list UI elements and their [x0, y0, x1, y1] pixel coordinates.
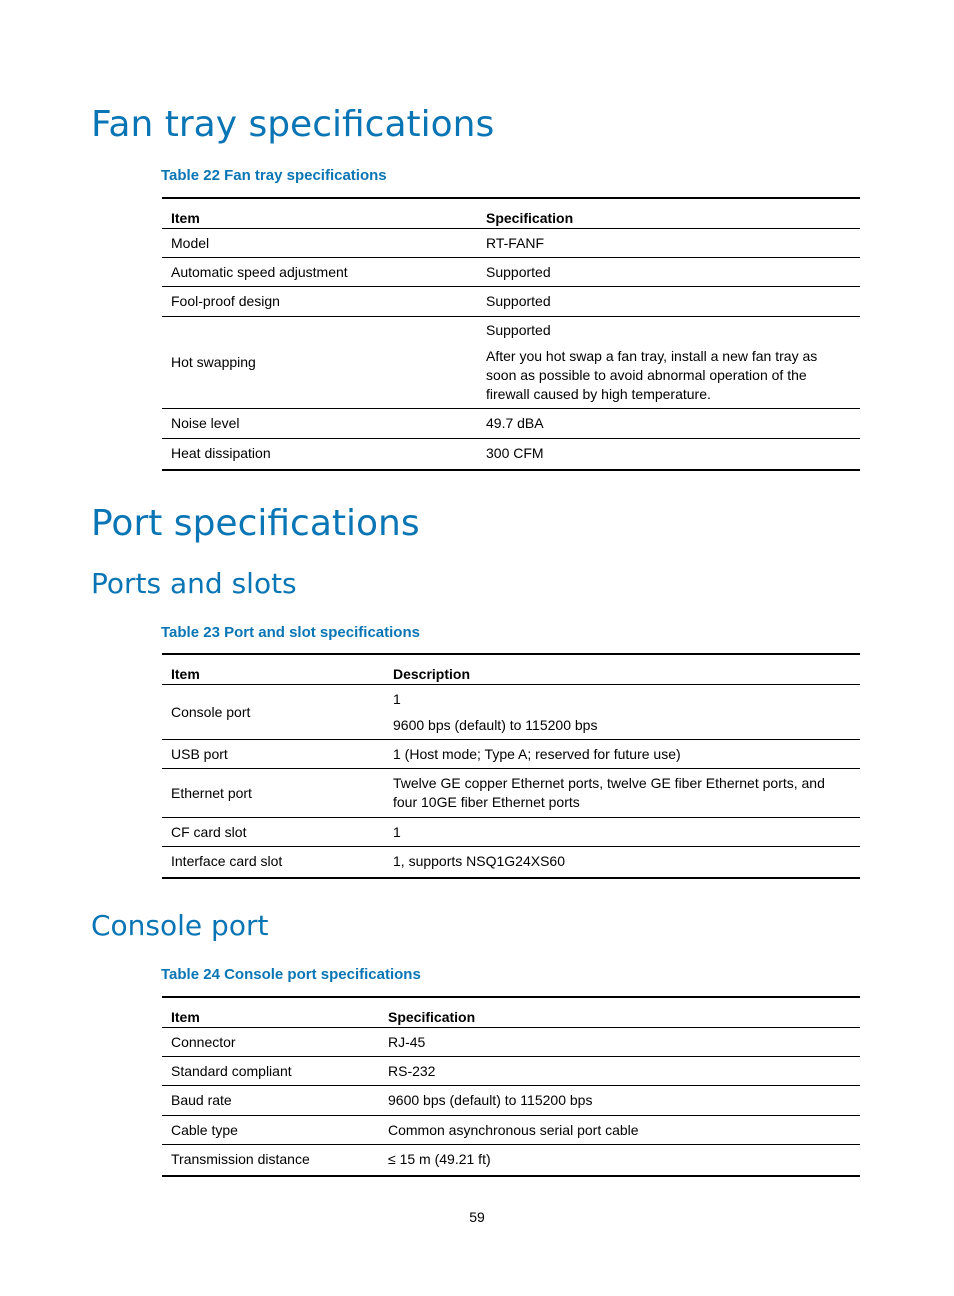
heading-ports-and-slots: Ports and slots: [91, 567, 297, 600]
cell-paragraph: 9600 bps (default) to 115200 bps: [393, 716, 598, 733]
column-header-specification: Specification: [379, 997, 860, 1028]
cell-item: Console port: [162, 685, 384, 740]
column-header-item: Item: [162, 997, 379, 1028]
cell-paragraph: RT-FANF: [486, 234, 545, 251]
table-row: [162, 1086, 860, 1116]
column-header-description: Description: [384, 654, 860, 685]
cell-item: Interface card slot: [162, 847, 384, 878]
table-row: [162, 1028, 860, 1057]
cell-item: Heat dissipation: [162, 439, 477, 470]
cell-paragraph: 1: [393, 823, 401, 840]
cell-item: Ethernet port: [162, 769, 384, 818]
table-row: [162, 287, 860, 317]
cell-value: [477, 287, 860, 317]
cell-value: [379, 1086, 860, 1116]
cell-paragraph: RJ-45: [388, 1033, 426, 1050]
cell-value: [477, 409, 860, 439]
cell-paragraph: 1, supports NSQ1G24XS60: [393, 853, 565, 870]
cell-item: Automatic speed adjustment: [162, 258, 477, 287]
cell-paragraph: 49.7 dBA: [486, 415, 544, 431]
heading-port-specifications: Port specifications: [91, 503, 420, 544]
cell-value: [379, 1057, 860, 1086]
cell-value: [379, 1028, 860, 1057]
table-row: [162, 229, 860, 258]
cell-value: [477, 229, 860, 258]
table-row: [162, 818, 860, 847]
column-header-specification: Specification: [477, 198, 860, 229]
cell-item: Connector: [162, 1028, 379, 1057]
table-row: [162, 1116, 860, 1145]
cell-paragraph: Supported: [486, 322, 551, 338]
cell-item: CF card slot: [162, 818, 384, 847]
table-row: [162, 740, 860, 769]
cell-item: Model: [162, 229, 477, 258]
table-23-caption: Table 23 Port and slot specifications: [161, 624, 420, 641]
cell-paragraph: Common asynchronous serial port cable: [388, 1121, 639, 1138]
table-row: [162, 317, 860, 409]
heading-console-port: Console port: [91, 909, 269, 942]
cell-value: [477, 258, 860, 287]
cell-value: [384, 769, 860, 818]
cell-paragraph: 300 CFM: [486, 445, 544, 462]
cell-paragraph: Supported: [486, 293, 551, 309]
table-row: [162, 439, 860, 470]
cell-value: [477, 439, 860, 470]
cell-value: [384, 685, 860, 740]
table-24-caption: Table 24 Console port specifications: [161, 966, 421, 983]
table-row: [162, 847, 860, 878]
cell-paragraph: After you hot swap a fan tray, install a new fan tray as soon as possible to avoid abnormal operation of the firewall caused by high temperature.: [486, 348, 818, 402]
cell-paragraph: 9600 bps (default) to 115200 bps: [388, 1092, 593, 1108]
table-row: [162, 685, 860, 740]
cell-paragraph: Twelve GE copper Ethernet ports, twelve GE fiber Ethernet ports, and four 10GE fiber Ethernet ports: [393, 775, 825, 810]
page-number: 59: [469, 1209, 485, 1225]
cell-value: [477, 317, 860, 409]
cell-value: [379, 1145, 860, 1176]
table-row: [162, 409, 860, 439]
cell-paragraph: RS-232: [388, 1062, 436, 1079]
cell-item: Standard compliant: [162, 1057, 379, 1086]
cell-value: [384, 847, 860, 878]
table-22-caption: Table 22 Fan tray specifications: [161, 167, 387, 184]
cell-paragraph: Supported: [486, 263, 551, 280]
cell-paragraph: ≤ 15 m (49.21 ft): [388, 1151, 491, 1168]
cell-item: Fool-proof design: [162, 287, 477, 317]
cell-item: Hot swapping: [162, 317, 477, 409]
table-row: [162, 258, 860, 287]
column-header-item: Item: [162, 198, 477, 229]
cell-item: USB port: [162, 740, 384, 769]
port-slot-spec-table: [162, 653, 860, 879]
cell-item: Noise level: [162, 409, 477, 439]
cell-value: [379, 1116, 860, 1145]
cell-item: Cable type: [162, 1116, 379, 1145]
heading-fan-tray-specifications: Fan tray specifications: [91, 104, 495, 145]
column-header-item: Item: [162, 654, 384, 685]
cell-item: Transmission distance: [162, 1145, 379, 1176]
cell-item: Baud rate: [162, 1086, 379, 1116]
cell-value: [384, 740, 860, 769]
cell-paragraph: 1: [393, 690, 401, 707]
table-row: [162, 769, 860, 818]
cell-value: [384, 818, 860, 847]
cell-paragraph: 1 (Host mode; Type A; reserved for future use): [393, 745, 681, 762]
table-row: [162, 1057, 860, 1086]
console-port-spec-table: [162, 996, 860, 1177]
fan-tray-spec-table: [162, 197, 860, 471]
table-row: [162, 1145, 860, 1176]
